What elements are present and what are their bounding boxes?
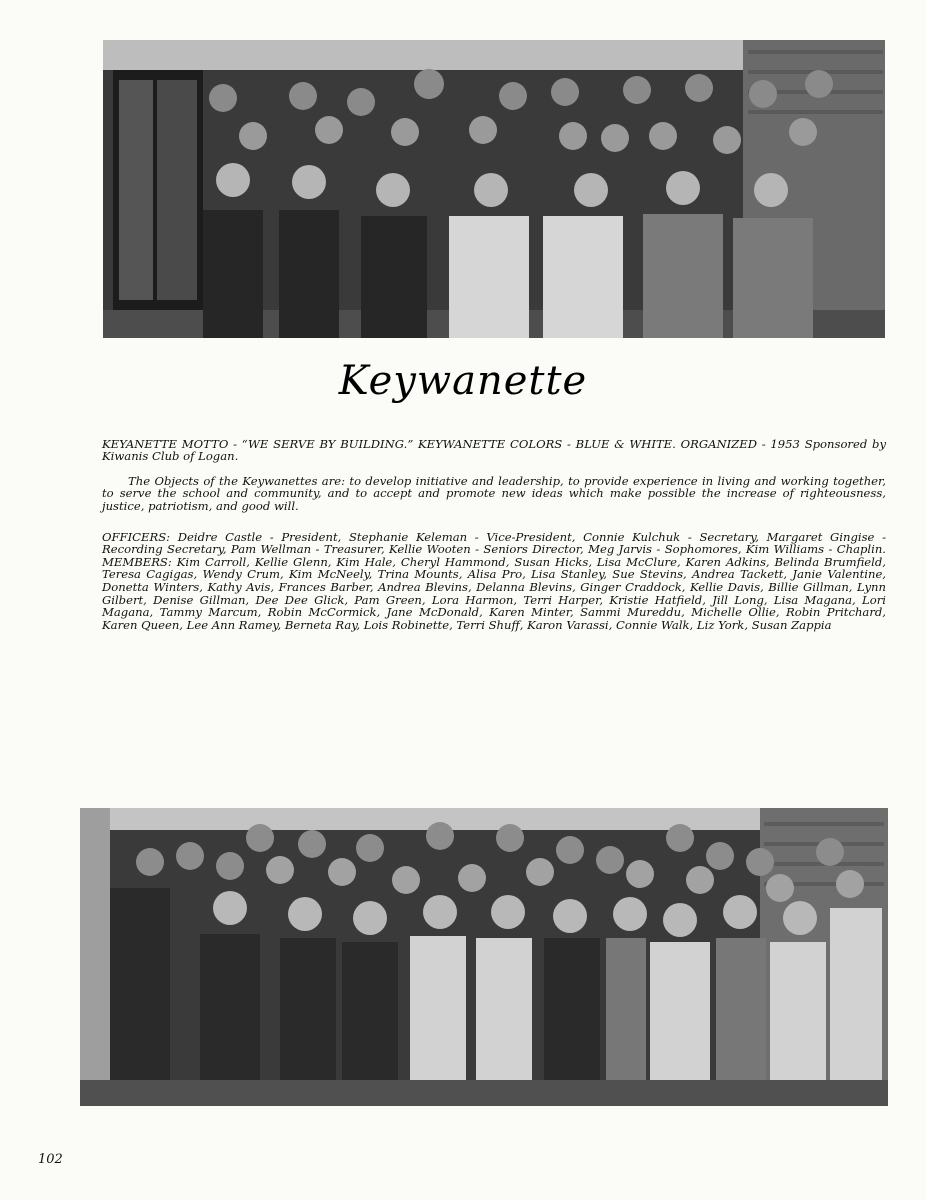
officers-members-paragraph: OFFICERS: Deidre Castle - President, Stephanie Keleman - Vice-President, Connie Kulchuk - Secretary, Margaret Gingise - Recording Secretary, Pam Wellman - Treasurer, Kellie Wooten - Seniors Director, Meg Jarvis - Sophomores, Kim Williams - Chaplin. MEMBERS: Kim Carroll, Kellie Glenn, Kim Hale, Cheryl Hammond, Susan Hicks, Lisa McClure, Karen Adkins, Belinda Brumfield, Teresa Cagigas, Wendy Crum, Kim McNeely, Trina Mounts, Alisa Pro, Lisa Stanley, Sue Stevins, Andrea Tackett, Janie Valentine, Donetta Winters, Kathy Avis, Frances Barber, Andrea Blevins, Delanna Blevins, Ginger Craddock, Kellie Davis, Billie Gillman, Lynn Gilbert, Denise Gillman, Dee Dee Glick, Pam Green, Lora Harmon, Terri Harper, Kristie Hatfield, Jill Long, Lisa Magana, Lori Magana, Tammy Marcum, Robin McCormick, Jane McDonald, Karen Minter, Sammi Mureddu, Michelle Ollie, Robin Pritchard, Karen Queen, Lee Ann Ramey, Berneta Ray, Lois Robinette, Terri Shuff, Karon Varassi, Connie Walk, Liz York, Susan Zappia bbox=[102, 529, 886, 632]
objectives-paragraph: The Objects of the Keywanettes are: to develop initiative and leadership, to provide experience in living and working together, to serve the school and community, and to accept and promote new ideas which make possible the increase of righteousness, justice, patriotism, and good will. bbox=[102, 473, 886, 513]
group-photo-bottom bbox=[80, 808, 888, 1106]
motto-paragraph: KEYANETTE MOTTO - “WE SERVE BY BUILDING.” KEYWANETTE COLORS - BLUE & WHITE. ORGANIZED - 1953 Sponsored by Kiwanis Club of Logan. bbox=[102, 436, 886, 464]
page-title: Keywanette bbox=[338, 358, 588, 404]
page-number: 102 bbox=[38, 1152, 63, 1167]
group-photo-top bbox=[103, 40, 885, 338]
